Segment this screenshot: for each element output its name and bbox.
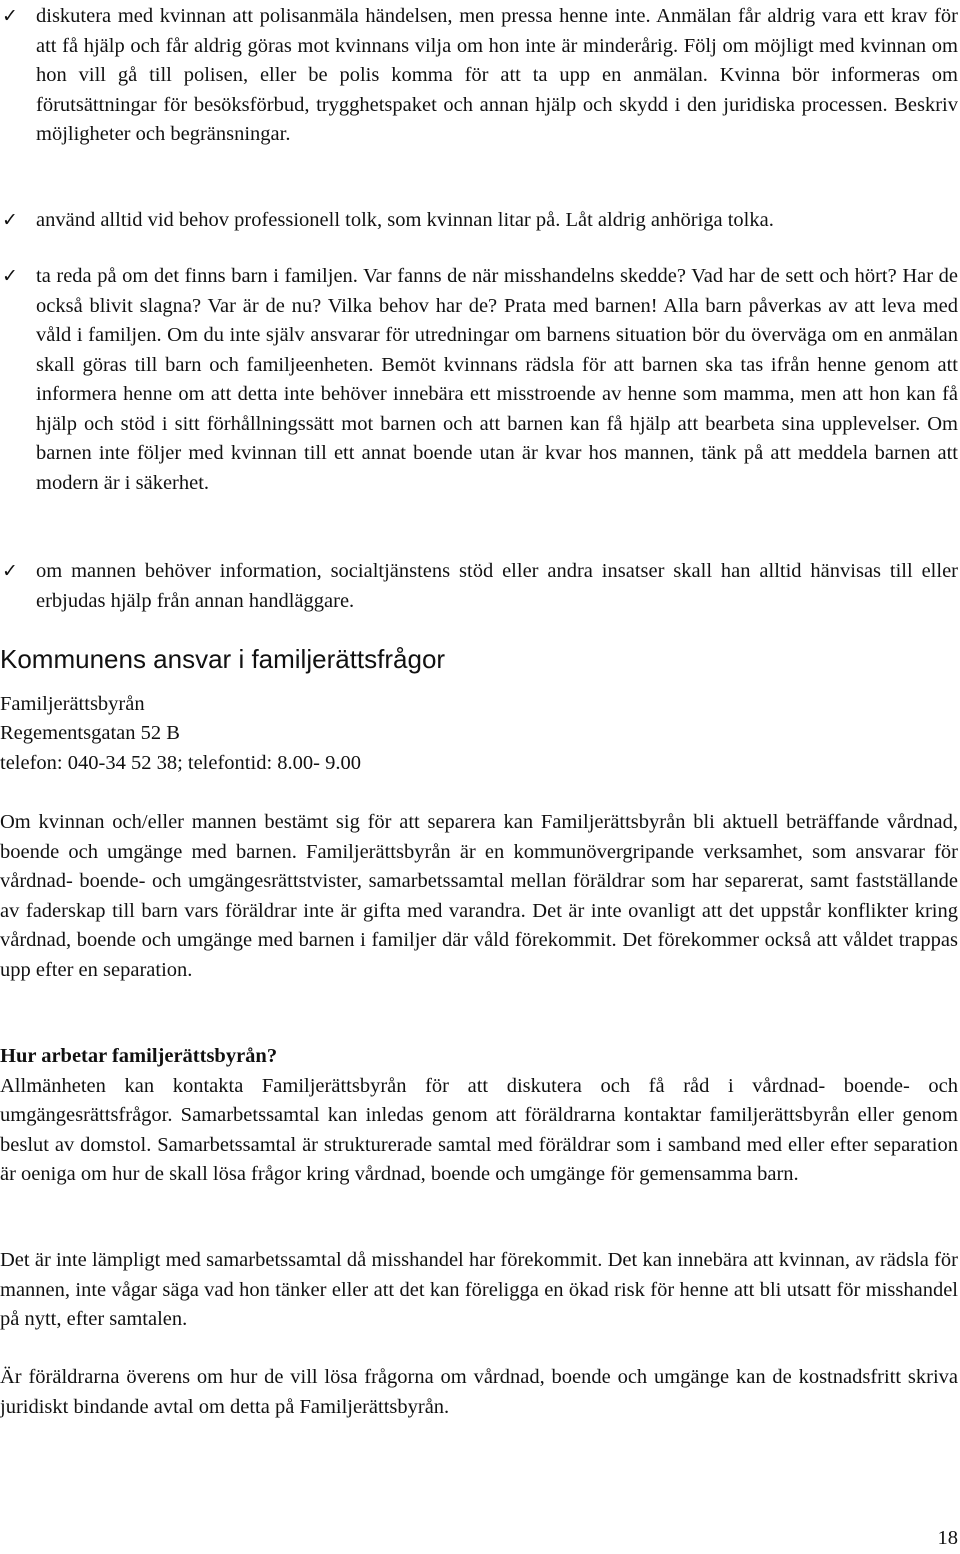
how-section: [0, 1042, 958, 1190]
street-address: Regementsgatan 52 B: [0, 722, 180, 745]
agreement-paragraph: Är föräldrarna överens om hur de vill lösa frågorna om vårdnad, boende och umgänge kan de kostnadsfritt skriva juridiskt bindande avtal om detta på Familjerättsbyrån.: [0, 1366, 958, 1418]
intro-paragraph: Om kvinnan och/eller mannen bestämt sig för att separera kan Familjerättsbyrån bli aktuell beträffande vårdnad, boende och umgänge med barnen. Familjerättsbyrån är en kommunövergripande verksamhet, som ansvarar för vårdnad- boende- och umgängesrättstvister, samarbetssamtal mellan föräldrar som har separerat, samt fastställande av faderskap till barn vars föräldrar inte är gifta med varandra. Det är inte ovanligt att det uppstår konflikter kring vårdnad, boende och umgänge med barnen i familjer där våld förekommit. Det förekommer också att våldet trappas upp efter en separation.: [0, 811, 958, 981]
bullet-text: diskutera med kvinnan att polisanmäla händelsen, men pressa henne inte. Anmälan får aldrig vara ett krav för att få hjälp och får aldrig göras mot kvinnans vilja om hon inte är minderårig. Följ om möjligt med kvinnan om hon vill gå till polisen, eller be polis komma för att ta upp en anmälan. Kvinna bör informeras om förutsättningar för besöksförbud, trygghetspaket och annan hjälp och skydd i den juridiska processen. Beskriv möjligheter och begränsningar.: [36, 5, 958, 145]
checkmark-icon: ✓: [2, 265, 18, 287]
not-suitable-paragraph: Det är inte lämpligt med samarbetssamtal då misshandel har förekommit. Det kan innebära att kvinnan, av rädsla för mannen, inte vågar säga vad hon tänker eller att det kan föreligga en ökad risk för henne att bli utsatt för misshandel på nytt, efter samtalen.: [0, 1249, 958, 1330]
bullet-item-report: [0, 2, 958, 150]
office-name: Familjerättsbyrån: [0, 693, 145, 715]
address-block: [0, 690, 958, 778]
checkmark-icon: ✓: [2, 5, 18, 27]
bullet-text: om mannen behöver information, socialtjänstens stöd eller andra insatser skall han alltid hänvisas till eller erbjudas hjälp från annan handläggare.: [36, 560, 958, 612]
bullet-text: använd alltid vid behov professionell tolk, som kvinnan litar på. Låt aldrig anhöriga tolka.: [36, 209, 774, 231]
subheading: Hur arbetar familjerättsbyrån?: [0, 1045, 278, 1067]
section-heading: Kommunens ansvar i familjerättsfrågor: [0, 644, 446, 674]
bullet-text: ta reda på om det finns barn i familjen. Var fanns de när misshandelns skedde? Vad har de sett och hört? Har de också blivit slagna? Var är de nu? Vilka behov har de? Prata med barnen! Alla barn påverkas av att leva med våld i familjen. Om du inte själv ansvarar för utredningar om barnens situation bör du överväga om en anmälan skall göras till barn och familjeenheten. Bemöt kvinnans rädsla för att barnen ska tas ifrån henne genom att informera henne om att detta inte behöver innebära ett misstroende av henne som mamma, men att hon kan få hjälp och stöd i sitt förhållningssätt mot barnen och att barnen kan få hjälp att bearbeta sina upplevelser. Om barnen inte följer med kvinnan till ett annat boende utan är kvar hos mannen, tänk på att meddela barnen att modern är i säkerhet.: [36, 265, 958, 494]
checkmark-icon: ✓: [2, 560, 18, 582]
bullet-item-interpreter: [0, 206, 958, 236]
bullet-item-children: [0, 262, 958, 498]
phone-info: telefon: 040-34 52 38; telefontid: 8.00- 9.00: [0, 751, 361, 774]
how-paragraph: Allmänheten kan kontakta Familjerättsbyrån för att diskutera och få råd i vårdnad- boende- och umgängesrättsfrågor. Samarbetssamtal kan inledas genom att föräldrarna kontaktar familjerättsbyrån eller genom beslut av domstol. Samarbetssamtal är strukturerade samtal med föräldrar som i samband med eller efter separation är oeniga om hur de skall lösa frågor kring vårdnad, boende och umgänge för gemensamma barn.: [0, 1074, 958, 1185]
bullet-item-man: [0, 557, 958, 616]
page-number: 18: [937, 1527, 958, 1549]
checkmark-icon: ✓: [2, 209, 18, 231]
